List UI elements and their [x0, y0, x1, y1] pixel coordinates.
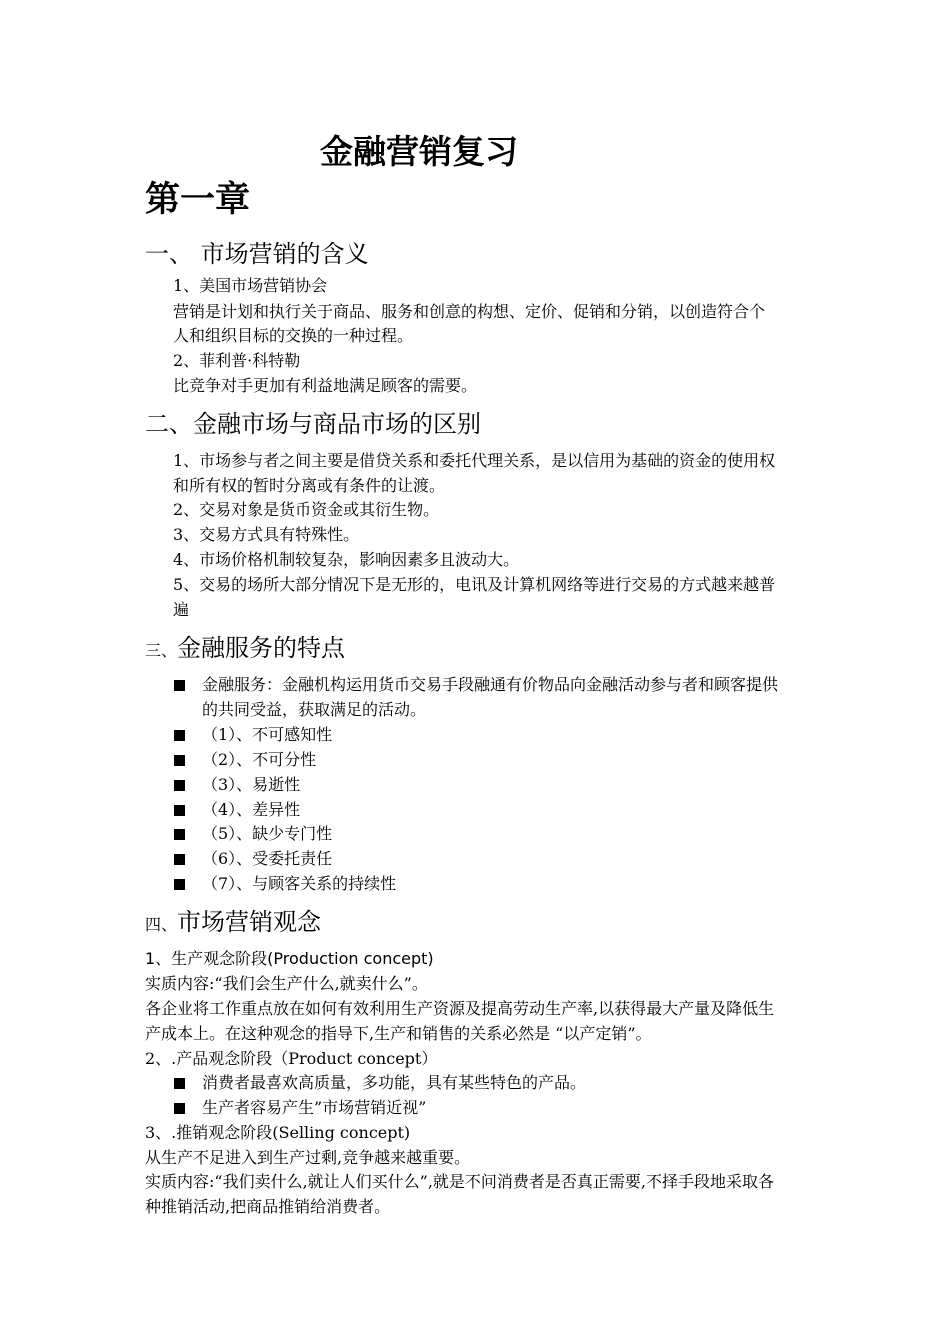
square-bullet-icon [174, 1103, 185, 1114]
square-bullet-icon [174, 755, 185, 766]
section-4-stage-2-label: 2、.产品观念阶段（Product concept） [145, 1049, 438, 1068]
section-2-item-4: 4、市场价格机制较复杂，影响因素多且波动大。 [173, 550, 520, 569]
section-2-item-5-line-1: 5、交易的场所大部分情况下是无形的，电讯及计算机网络等进行交易的方式越来越普 [173, 575, 776, 594]
section-3-bullet-3: （2）、不可分性 [202, 750, 317, 769]
section-2-item-5-line-2: 遍 [173, 600, 190, 619]
square-bullet-icon [174, 805, 185, 816]
square-bullet-icon [174, 730, 185, 741]
chapter-heading: 第一章 [145, 180, 251, 220]
section-3-heading [145, 636, 345, 660]
section-1-item-1-text-line-1: 营销是计划和执行关于商品、服务和创意的构想、定价、促销和分销，以创造符合个 [173, 302, 766, 321]
section-3-bullet-1-line-1: 金融服务：金融机构运用货币交易手段融通有价物品向金融活动参与者和顾客提供 [202, 675, 779, 694]
section-3-bullet-8: （7）、与顾客关系的持续性 [202, 874, 397, 893]
section-4-stage-3-line-2: 实质内容:“我们卖什么,就让人们买什么”,就是不问消费者是否真正需要,不择手段地采取各 [145, 1172, 775, 1191]
section-3-bullet-5: （4）、差异性 [202, 800, 301, 819]
section-2-item-2: 2、交易对象是货币资金或其衍生物。 [173, 500, 440, 519]
section-4-stage-3-line-3: 种推销活动,把商品推销给消费者。 [145, 1197, 391, 1216]
square-bullet-icon [174, 879, 185, 890]
section-2-heading: 二、金融市场与商品市场的区别 [145, 410, 481, 438]
section-4-stage-1-desc-line-2: 产成本上。在这种观念的指导下,生产和销售的关系必然是 “以产定销”。 [145, 1024, 652, 1043]
section-4-heading-prefix: 四、 [145, 915, 178, 934]
section-3-bullet-7: （6）、受委托责任 [202, 849, 333, 868]
section-4-stage-1-content: 实质内容:“我们会生产什么,就卖什么”。 [145, 974, 428, 993]
square-bullet-icon [174, 854, 185, 865]
section-3-bullet-6: （5）、缺少专门性 [202, 824, 333, 843]
section-3-bullet-1-line-2: 的共同受益，获取满足的活动。 [202, 700, 427, 719]
section-1-item-2-text: 比竞争对手更加有利益地满足顾客的需要。 [173, 376, 478, 395]
section-3-bullet-4: （3）、易逝性 [202, 775, 301, 794]
square-bullet-icon [174, 1078, 185, 1089]
section-2-item-1-line-2: 和所有权的暂时分离或有条件的让渡。 [173, 476, 446, 495]
square-bullet-icon [174, 829, 185, 840]
section-4-heading [145, 910, 321, 934]
square-bullet-icon [174, 780, 185, 791]
section-4-stage-1-label: 1、生产观念阶段(Production concept) [145, 949, 434, 968]
section-1-item-1-text-line-2: 人和组织目标的交换的一种过程。 [173, 326, 414, 345]
section-3-heading-prefix: 三、 [145, 641, 178, 660]
section-1-item-2-label: 2、菲利普·科特勒 [173, 351, 301, 370]
section-3-bullet-2: （1）、不可感知性 [202, 725, 333, 744]
section-4-stage-2-bullet-2: 生产者容易产生”市场营销近视” [202, 1098, 427, 1117]
section-3-heading-text: 金融服务的特点 [177, 634, 346, 662]
document-title: 金融营销复习 [320, 132, 518, 171]
section-4-stage-3-line-1: 从生产不足进入到生产过剩,竞争越来越重要。 [145, 1148, 471, 1167]
section-4-stage-3-label: 3、.推销观念阶段(Selling concept) [145, 1123, 411, 1142]
section-2-item-3: 3、交易方式具有特殊性。 [173, 525, 360, 544]
section-4-stage-2-bullet-1: 消费者最喜欢高质量，多功能，具有某些特色的产品。 [202, 1073, 587, 1092]
section-2-item-1-line-1: 1、市场参与者之间主要是借贷关系和委托代理关系，是以信用为基础的资金的使用权 [173, 451, 776, 470]
square-bullet-icon [174, 680, 185, 691]
section-4-heading-text: 市场营销观念 [177, 908, 322, 936]
section-4-stage-1-desc-line-1: 各企业将工作重点放在如何有效利用生产资源及提高劳动生产率,以获得最大产量及降低生 [145, 999, 775, 1018]
section-1-item-1-label: 1、美国市场营销协会 [173, 276, 328, 295]
section-1-heading: 一、 市场营销的含义 [145, 240, 369, 268]
